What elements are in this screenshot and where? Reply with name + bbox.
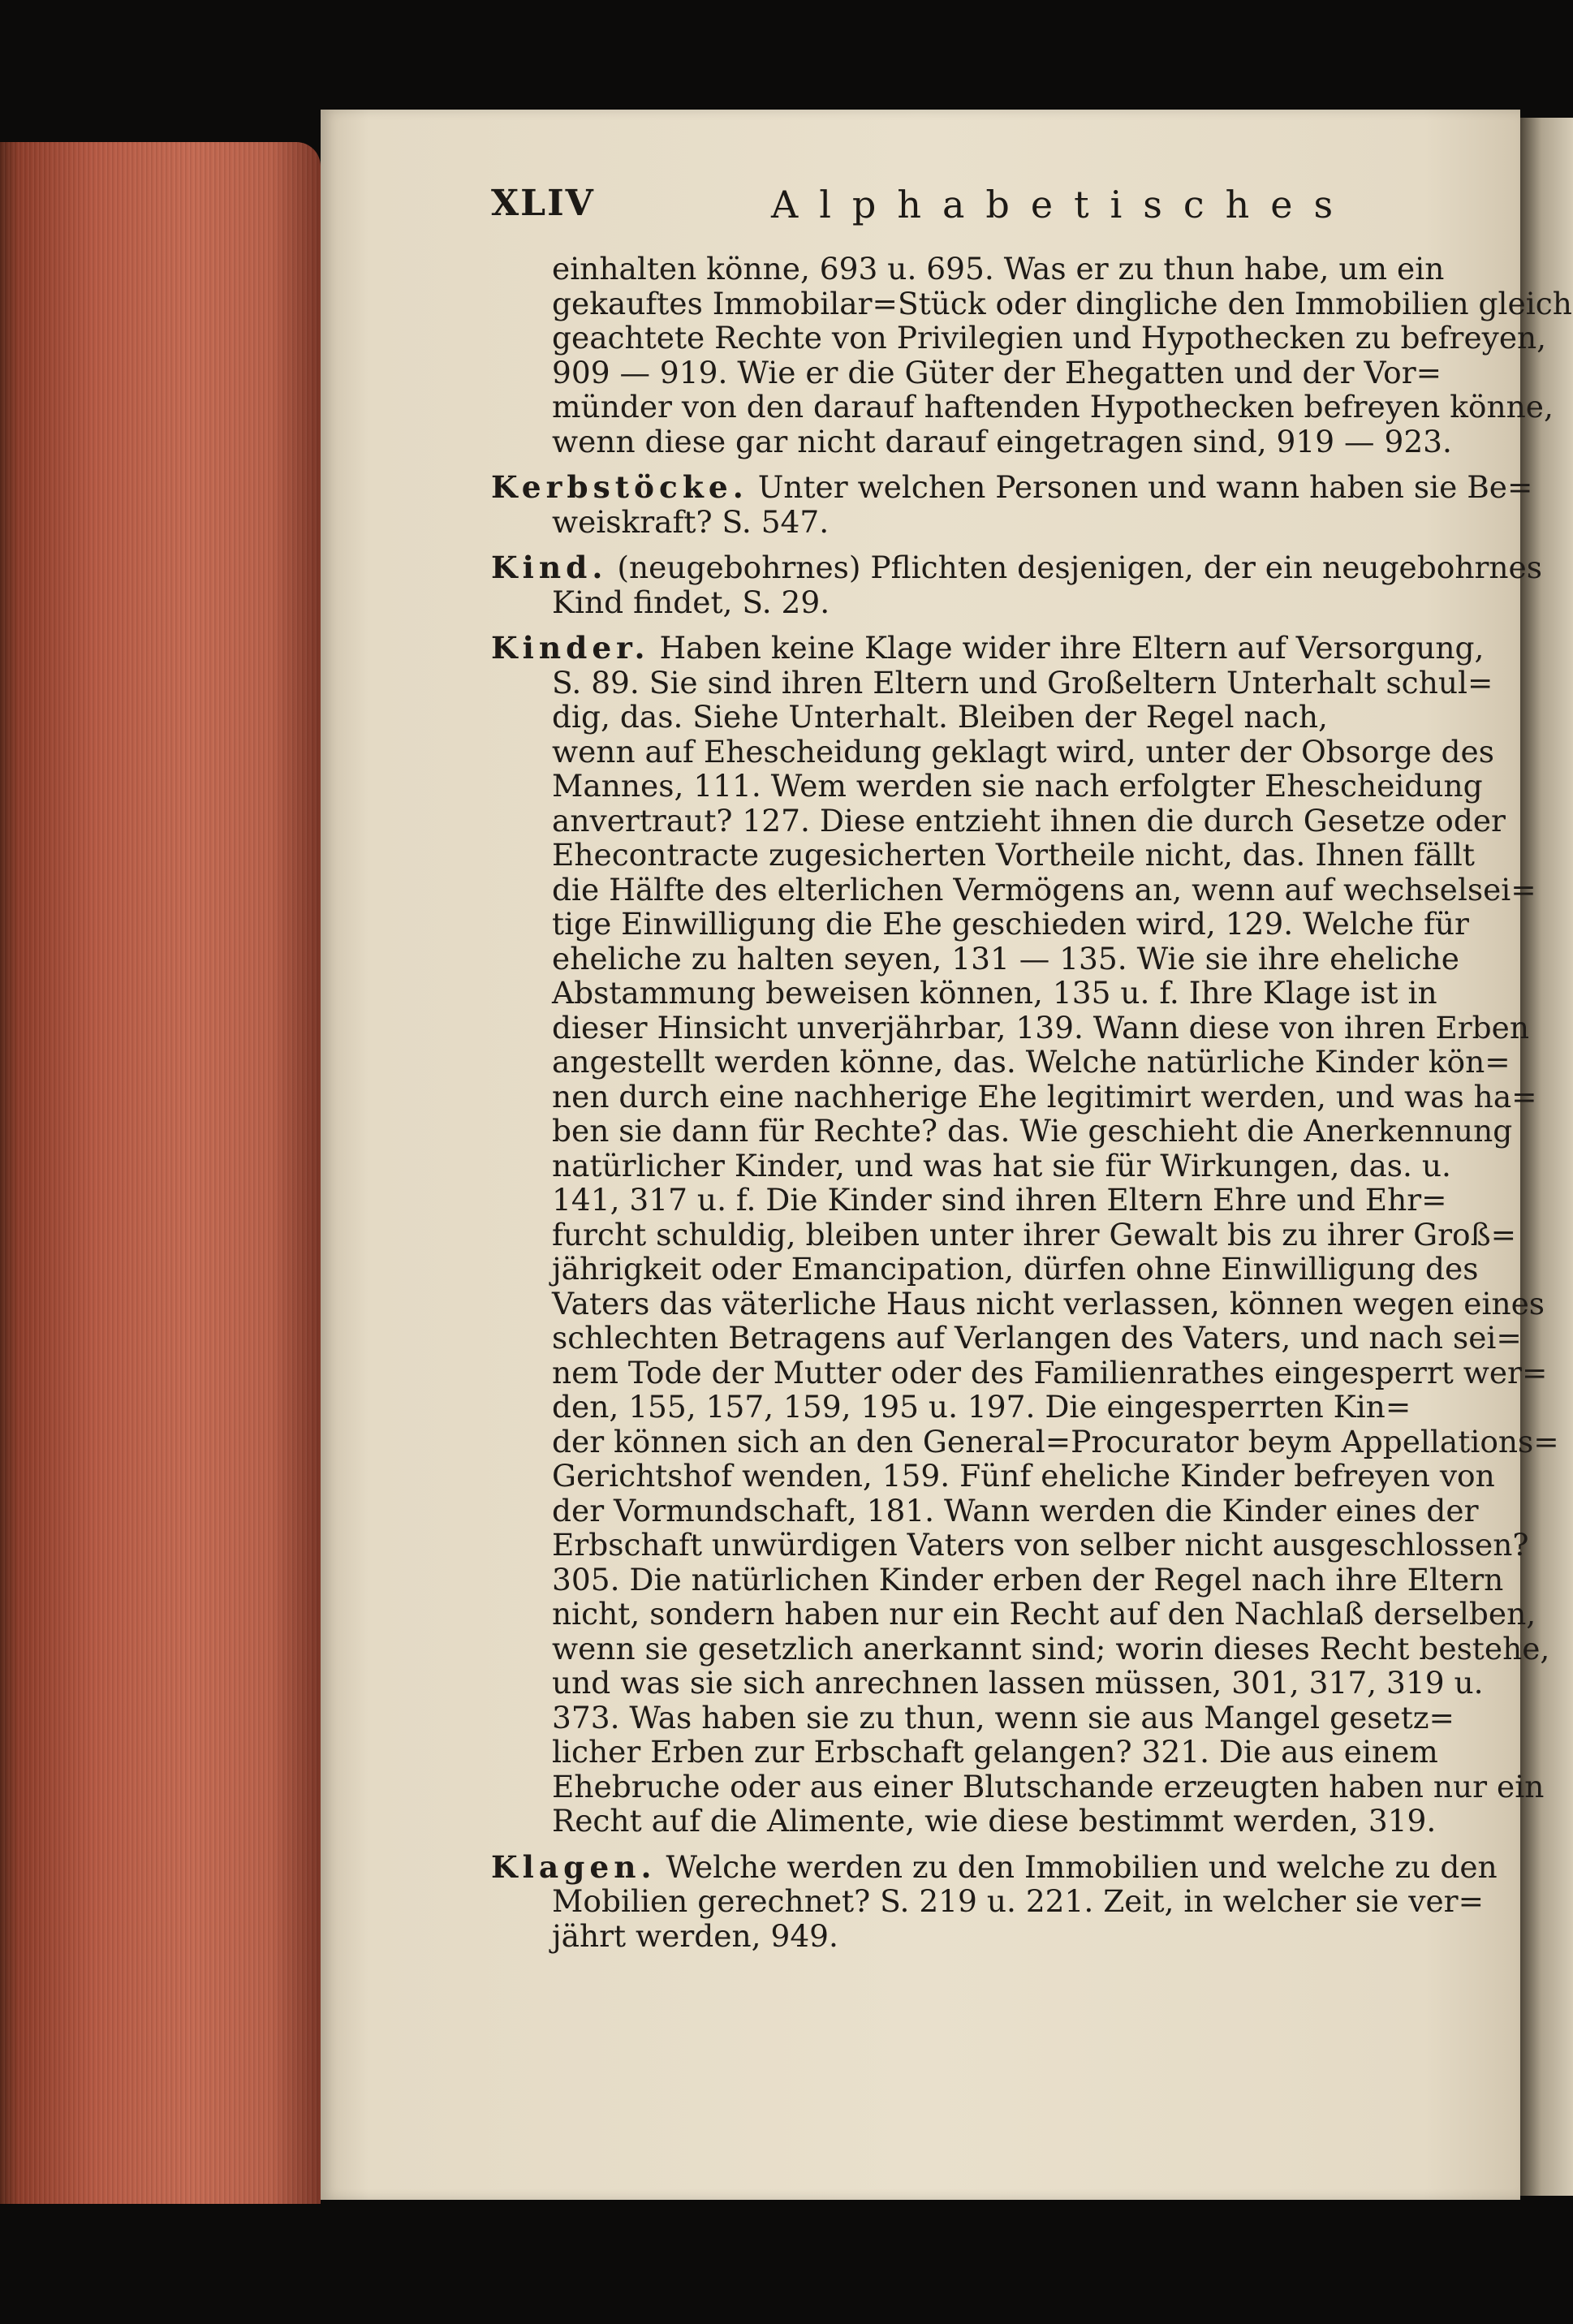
page-header — [491, 183, 1489, 239]
entry-text: S. 89. Sie sind ihren Eltern und Großeltern Unterhalt schul= — [552, 664, 1493, 701]
entry-text: 909 — 919. Wie er die Güter der Ehegatten und der Vor= — [552, 354, 1442, 390]
entry-text: weiskraft? S. 547. — [552, 503, 830, 540]
entry-text: Vaters das väterliche Haus nicht verlassen, können wegen eines — [552, 1285, 1545, 1322]
entry-term: Kind. — [491, 550, 608, 585]
entry-text: nen durch eine nachherige Ehe legitimirt werden, und was ha= — [552, 1078, 1537, 1115]
entry-text: der Vormundschaft, 181. Wann werden die Kinder eines der — [552, 1492, 1479, 1528]
entry-text: wenn sie gesetzlich anerkannt sind; worin dieses Recht bestehe, — [552, 1630, 1550, 1666]
entry-line — [491, 1768, 1545, 1804]
entry-text: Mobilien gerechnet? S. 219 u. 221. Zeit, in welcher sie ver= — [552, 1883, 1484, 1919]
entry-line — [491, 505, 1489, 540]
index-entry — [491, 550, 1542, 620]
entry-text: angestellt werden könne, das. Welche natürliche Kinder kön= — [552, 1044, 1511, 1080]
entry-line — [491, 1666, 1489, 1701]
entry-text: einhalten könne, 693 u. 695. Was er zu thun habe, um ein — [552, 251, 1445, 287]
entry-line — [491, 976, 1489, 1011]
entry-line — [491, 631, 1489, 666]
entry-line — [491, 469, 1533, 505]
entry-line — [491, 1252, 1489, 1287]
entry-term: Kinder. — [491, 630, 650, 666]
entry-line — [491, 733, 1494, 770]
entry-text: Abstammung beweisen können, 135 u. f. Ihre Klage ist in — [552, 975, 1437, 1011]
facing-page-edge — [1520, 118, 1573, 2196]
entry-text: dieser Hinsicht unverjährbar, 139. Wann diese von ihren Erben — [552, 1009, 1530, 1046]
entry-line — [491, 1494, 1489, 1528]
entry-text: jährt werden, 949. — [552, 1917, 838, 1954]
entry-text: tige Einwilligung die Ehe geschieden wird, 129. Welche für — [552, 906, 1469, 942]
entry-line — [491, 1848, 1498, 1885]
entry-line — [491, 1630, 1550, 1666]
entry-line — [491, 1596, 1536, 1632]
entry-text: ben sie dann für Rechte? das. Wie geschieht die Anerkennung — [552, 1113, 1513, 1149]
entry-line — [491, 664, 1493, 701]
entry-line — [491, 1354, 1548, 1391]
entry-line — [491, 802, 1506, 839]
entry-text: Kind findet, S. 29. — [552, 584, 830, 620]
entry-text: anvertraut? 127. Diese entzieht ihnen die durch Gesetze oder — [552, 802, 1506, 839]
entry-line — [491, 1458, 1495, 1494]
entry-text: furcht schuldig, bleiben unter ihrer Gewalt bis zu ihrer Groß= — [552, 1216, 1517, 1253]
entry-line — [491, 942, 1489, 977]
entry-line — [491, 356, 1489, 390]
entry-line — [491, 1320, 1522, 1356]
entry-line — [491, 1527, 1529, 1563]
entry-text: die Hälfte des elterlichen Vermögens an, wenn auf wechselsei= — [552, 871, 1536, 908]
entry-line — [491, 700, 1489, 735]
entry-text: geachtete Rechte von Privilegien und Hypothecken zu befreyen, — [552, 320, 1547, 356]
entry-line — [491, 838, 1489, 873]
book-page — [321, 110, 1572, 2200]
entry-line — [491, 1735, 1489, 1770]
page-number: XLIV — [491, 183, 595, 224]
entry-line — [491, 871, 1536, 908]
entry-line — [491, 585, 1489, 620]
entry-text: wenn diese gar nicht darauf eingetragen sind, 919 — 923. — [552, 423, 1452, 459]
page-block-edge — [0, 142, 321, 2204]
entry-line — [491, 252, 1489, 287]
entry-line — [491, 1884, 1489, 1919]
entry-line — [491, 1423, 1559, 1460]
entry-line — [491, 1701, 1489, 1735]
entry-line — [491, 1149, 1489, 1184]
entry-text: licher Erben zur Erbschaft gelangen? 321. Die aus einem — [552, 1734, 1438, 1770]
index-entry — [491, 630, 1559, 1839]
entry-term: Klagen. — [491, 1848, 657, 1885]
entry-text: wenn auf Ehescheidung geklagt wird, unter der Obsorge des — [552, 733, 1494, 770]
entry-line — [491, 1113, 1513, 1149]
entry-text: Ehecontracte zugesicherten Vortheile nicht, das. Ihnen fällt — [552, 837, 1475, 873]
entry-text: 373. Was haben sie zu thun, wenn sie aus Mangel gesetz= — [552, 1699, 1454, 1735]
entry-term: Kerbstöcke. — [491, 469, 748, 505]
entry-text: schlechten Betragens auf Verlangen des Vaters, und nach sei= — [552, 1320, 1522, 1356]
entry-line — [491, 1390, 1489, 1425]
entry-line — [491, 1044, 1511, 1080]
entry-text: Mannes, 111. Wem werden sie nach erfolgter Ehescheidung — [552, 768, 1483, 804]
entry-text: münder von den darauf haftenden Hypothecken befreyen könne, — [552, 389, 1554, 425]
entry-text: Gerichtshof wenden, 159. Fünf eheliche Kinder befreyen von — [552, 1458, 1495, 1494]
entry-line — [491, 320, 1547, 356]
entry-line — [491, 285, 1572, 321]
entry-text: gekauftes Immobilar=Stück oder dingliche den Immobilien gleich — [552, 285, 1572, 321]
entry-line — [491, 389, 1554, 425]
index-entry — [491, 251, 1572, 459]
entry-text: Haben keine Klage wider ihre Eltern auf Versorgung, — [659, 630, 1485, 666]
entry-text: 305. Die natürlichen Kinder erben der Regel nach ihre Eltern — [552, 1561, 1504, 1597]
entry-line — [491, 1216, 1517, 1253]
entry-text: nem Tode der Mutter oder des Familienrathes eingesperrt wer= — [552, 1354, 1548, 1391]
entry-text: Ehebruche oder aus einer Blutschande erzeugten haben nur ein — [552, 1768, 1545, 1804]
index-content — [491, 251, 1572, 1964]
entry-line — [491, 1919, 1489, 1954]
entry-text: eheliche zu halten seyen, 131 — 135. Wie sie ihre eheliche — [552, 940, 1459, 977]
entry-line — [491, 1804, 1489, 1839]
entry-text: (neugebohrnes) Pflichten desjenigen, der ein neugebohrnes — [617, 550, 1542, 585]
entry-text: jährigkeit oder Emancipation, dürfen ohne Einwilligung des — [552, 1251, 1479, 1287]
entry-line — [491, 1561, 1504, 1597]
entry-text: dig, das. Siehe Unterhalt. Bleiben der Regel nach, — [552, 699, 1328, 735]
entry-line — [491, 550, 1542, 585]
running-title: Alphabetisches — [771, 183, 1355, 226]
entry-text: Recht auf die Alimente, wie diese bestimmt werden, 319. — [552, 1803, 1437, 1839]
entry-line — [491, 425, 1489, 459]
entry-text: natürlicher Kinder, und was hat sie für Wirkungen, das. u. — [552, 1147, 1451, 1184]
entry-line — [491, 1078, 1537, 1115]
index-entry — [491, 1848, 1498, 1954]
entry-text: und was sie sich anrechnen lassen müssen, 301, 317, 319 u. — [552, 1665, 1484, 1701]
entry-line — [491, 1285, 1545, 1322]
entry-text: Welche werden zu den Immobilien und welche zu den — [666, 1848, 1498, 1885]
entry-text: nicht, sondern haben nur ein Recht auf den Nachlaß derselben, — [552, 1596, 1536, 1632]
index-entry — [491, 469, 1533, 540]
entry-text: den, 155, 157, 159, 195 u. 197. Die eingesperrten Kin= — [552, 1389, 1411, 1425]
entry-line — [491, 907, 1489, 942]
entry-line — [491, 1009, 1530, 1046]
entry-line — [491, 769, 1489, 804]
entry-text: Erbschaft unwürdigen Vaters von selber nicht ausgeschlossen? — [552, 1527, 1529, 1563]
entry-text: 141, 317 u. f. Die Kinder sind ihren Eltern Ehre und Ehr= — [552, 1182, 1447, 1218]
entry-text: Unter welchen Personen und wann haben sie Be= — [757, 469, 1533, 505]
entry-line — [491, 1183, 1489, 1218]
entry-text: der können sich an den General=Procurator beym Appellations= — [552, 1423, 1559, 1460]
